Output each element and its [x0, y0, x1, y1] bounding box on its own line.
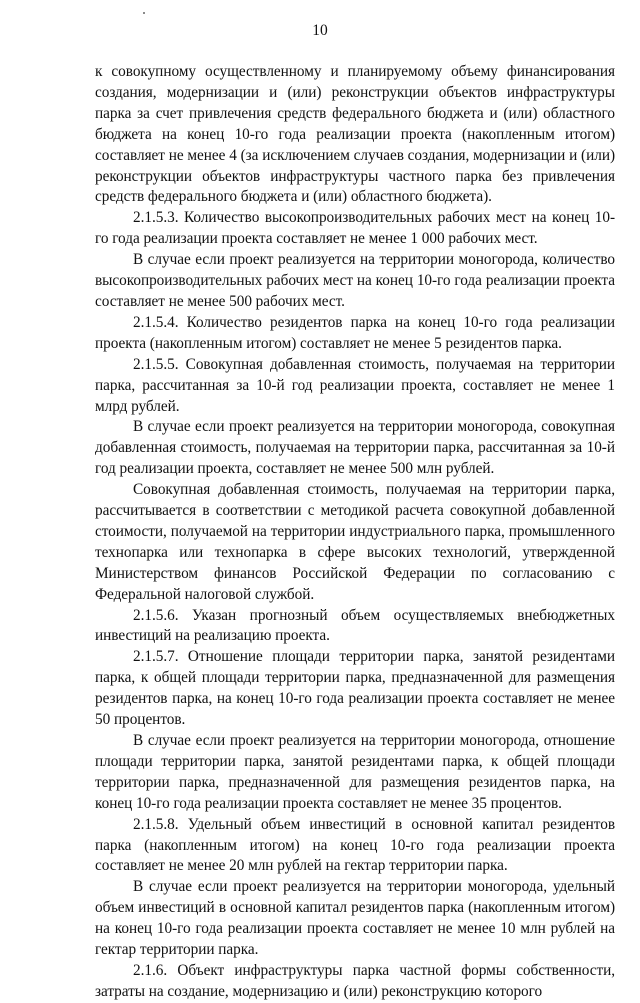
paragraph-value-added-method: Совокупная добавленная стоимость, получаемая на территории парка, рассчитывается в соответствии с методикой расчета совокупной добавленной стоимости, получаемой на территории индустриального парка, промышленного технопарка или технопарка в сфере высоких технологий, утвержденной Министерством финансов Российской Федерации по согласованию с Федеральной налоговой службой. — [95, 481, 615, 603]
paragraph-2-1-5-3: 2.1.5.3. Количество высокопроизводительных рабочих мест на конец 10-го года реализации проекта составляет не менее 1 000 рабочих мест. — [95, 209, 615, 248]
paragraph-monocity-jobs: В случае если проект реализуется на территории моногорода, количество высокопроизводительных рабочих мест на конец 10-го года реализации проекта составляет не менее 500 рабочих мест. — [95, 251, 615, 310]
paragraph-monocity-value-added: В случае если проект реализуется на территории моногорода, совокупная добавленная стоимость, получаемая на территории парка, рассчитанная за 10-й год реализации проекта, составляет не менее 500 млн рублей. — [95, 418, 615, 478]
document-body — [95, 62, 615, 1003]
paragraph-2-1-5-8: 2.1.5.8. Удельный объем инвестиций в основной капитал резидентов парка (накопленным итогом) на конец 10-го года реализации проекта составляет не менее 20 млн рублей на гектар территории парка. — [95, 815, 615, 875]
page-number: 10 — [312, 22, 328, 39]
paragraph-2-1-5-7: 2.1.5.7. Отношение площади территории парка, занятой резидентами парка, к общей площади территории парка, предназначенной для размещения резидентов парка, на конец 10-го года реализации проекта составляет не менее 50 процентов. — [95, 648, 615, 729]
paragraph-continuation: к совокупному осуществленному и планируемому объему финансирования создания, модернизации и (или) реконструкции объектов инфраструктуры парка за счет привлечения средств федерального бюджета и (или) областного бюджета на конец 10-го года реализации проекта (накопленным итогом) составляет не менее 4 (за исключением случаев создания, модернизации и (или) реконструкции объектов инфраструктуры частного парка без привлечения средств федерального бюджета и (или) областного бюджета). — [95, 63, 615, 206]
paragraph-2-1-5-5: 2.1.5.5. Совокупная добавленная стоимость, получаемая на территории парка, рассчитанная за 10-й год реализации проекта, составляет не менее 1 млрд рублей. — [95, 355, 615, 415]
scan-speck — [143, 12, 145, 14]
paragraph-2-1-5-6: 2.1.5.6. Указан прогнозный объем осуществляемых внебюджетных инвестиций на реализацию проекта. — [95, 606, 615, 645]
paragraph-2-1-5-4: 2.1.5.4. Количество резидентов парка на конец 10-го года реализации проекта (накопленным итогом) составляет не менее 5 резидентов парка. — [95, 313, 615, 352]
paragraph-2-1-6: 2.1.6. Объект инфраструктуры парка частной формы собственности, затраты на создание, модернизацию и (или) реконструкцию которого — [95, 961, 615, 1000]
paragraph-monocity-area-ratio: В случае если проект реализуется на территории моногорода, отношение площади территории парка, занятой резидентами парка, к общей площади территории парка, предназначенной для размещения резидентов парка, на конец 10-го года реализации проекта составляет не менее 35 процентов. — [95, 732, 615, 812]
paragraph-monocity-investment: В случае если проект реализуется на территории моногорода, удельный объем инвестиций в основной капитал резидентов парка (накопленным итогом) на конец 10-го года реализации проекта составляет не менее 10 млн рублей на гектар территории парка. — [95, 878, 615, 959]
